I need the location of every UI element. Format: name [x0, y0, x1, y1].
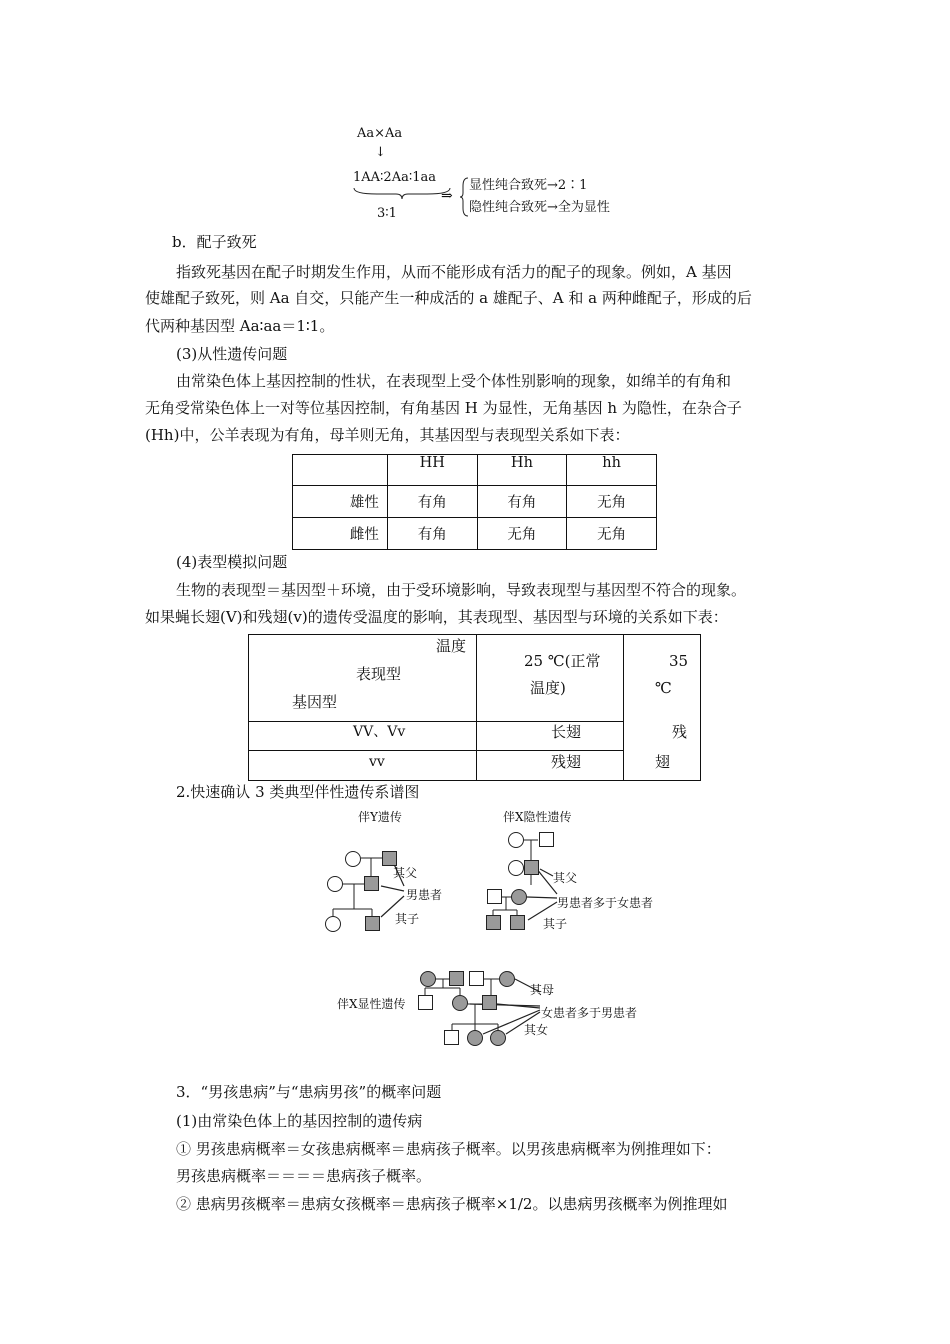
- male-symbol: [418, 995, 433, 1010]
- section-3-line: (Hh)中，公羊表现为有角，母羊则无角，其基因型与表现型关系如下表：: [145, 426, 630, 444]
- table-header-cell: HH: [387, 455, 477, 486]
- section-b-line: 代两种基因型 Aa∶aa＝1∶1。: [145, 317, 335, 335]
- corner-temperature: 温度: [436, 637, 467, 655]
- table-cell: 无角: [567, 486, 657, 518]
- affected-male-symbol: [365, 916, 380, 931]
- scheme-case2: 隐性纯合致死→全为显性: [469, 200, 610, 215]
- merged-35c-a: 残: [672, 723, 688, 741]
- pedigree-y-male-label: 男患者: [406, 888, 443, 902]
- pedigree-xr-title: 伴X隐性遗传: [503, 810, 572, 824]
- row2-phenotype: 残翅: [551, 753, 582, 771]
- pedigree-y-father-label: 其父: [393, 866, 418, 880]
- pedigree-xr-father-label: 其父: [553, 871, 578, 885]
- female-symbol: [508, 832, 524, 848]
- table-cell: 有角: [387, 518, 477, 550]
- section-b-line: 指致死基因在配子时期发生作用，从而不能形成有活力的配子的现象。例如，A 基因: [176, 263, 732, 281]
- pedigree-y-title: 伴Y遗传: [358, 810, 402, 824]
- section-3b-line: ① 男孩患病概率＝女孩患病概率＝患病孩子概率。以男孩患病概率为例推理如下：: [176, 1140, 721, 1158]
- column-25c-note: 温度): [530, 679, 566, 697]
- table-cell: 雌性: [293, 518, 388, 550]
- male-symbol: [469, 971, 484, 986]
- corner-genotype: 基因型: [292, 693, 338, 711]
- table-cell: 有角: [387, 486, 477, 518]
- male-symbol: [539, 832, 554, 847]
- row2-genotype: vv: [369, 754, 385, 770]
- pedigree-xd-title: 伴X显性遗传: [337, 997, 406, 1011]
- section-3b-line: ② 患病男孩概率＝患病女孩概率＝患病孩子概率×1/2。以患病男孩概率为例推理如: [176, 1195, 728, 1213]
- pedigree-xr-note: 男患者多于女患者: [557, 896, 654, 910]
- male-symbol: [487, 889, 502, 904]
- affected-female-symbol: [490, 1030, 506, 1046]
- section-3-line: 由常染色体上基因控制的性状，在表现型上受个体性别影响的现象，如绵羊的有角和: [176, 372, 732, 390]
- scheme-case1: 显性纯合致死→2∶1: [469, 178, 588, 193]
- section-4-line: 如果蝇长翅(V)和残翅(v)的遗传受温度的影响，其表现型、基因型与环境的关系如下表：: [145, 608, 728, 626]
- section-4-line: 生物的表现型＝基因型＋环境，由于受环境影响，导致表现型与基因型不符合的现象。: [176, 581, 747, 599]
- pedigree-xd-mother-label: 其母: [530, 983, 555, 997]
- affected-male-symbol: [486, 915, 501, 930]
- affected-male-symbol: [524, 860, 539, 875]
- affected-female-symbol: [420, 971, 436, 987]
- affected-male-symbol: [449, 971, 464, 986]
- section-3b-title: 3．“男孩患病”与“患病男孩”的概率问题: [176, 1083, 442, 1101]
- female-symbol: [327, 876, 343, 892]
- affected-male-symbol: [510, 915, 525, 930]
- affected-female-symbol: [499, 971, 515, 987]
- column-25c: 25 ℃(正常: [524, 652, 601, 670]
- section-2-title: 2.快速确认 3 类典型伴性遗传系谱图: [176, 783, 420, 801]
- table-cell: 无角: [567, 518, 657, 550]
- table-cell: 雄性: [293, 486, 388, 518]
- pedigree-xd-note: 女患者多于男患者: [541, 1006, 638, 1020]
- male-symbol: [444, 1030, 459, 1045]
- table-header-cell: hh: [567, 455, 657, 486]
- affected-male-symbol: [364, 876, 379, 891]
- table-cell: 有角: [477, 486, 567, 518]
- pedigree-xd-daughter-label: 其女: [524, 1023, 549, 1037]
- table-cell: 无角: [477, 518, 567, 550]
- column-35c-unit: ℃: [655, 679, 672, 697]
- merged-35c-b: 翅: [655, 753, 671, 771]
- section-4-title: (4)表型模拟问题: [176, 553, 288, 571]
- pedigree-y-son-label: 其子: [395, 912, 420, 926]
- section-b-line: 使雄配子致死，则 Aa 自交，只能产生一种成活的 a 雄配子、A 和 a 两种雌配子，形成的后: [145, 289, 752, 307]
- female-symbol: [325, 916, 341, 932]
- corner-phenotype: 表现型: [356, 665, 402, 683]
- female-symbol: [345, 851, 361, 867]
- scheme-cross: Aa×Aa: [357, 126, 403, 141]
- carrier-female-symbol: [511, 889, 527, 905]
- scheme-ratio: 3∶1: [377, 206, 397, 221]
- column-35c: 35: [669, 652, 689, 670]
- table-header-cell: Hh: [477, 455, 567, 486]
- scheme-implies: ⇒: [441, 188, 453, 204]
- pedigree-xr-son-label: 其子: [543, 917, 568, 931]
- affected-female-symbol: [452, 995, 468, 1011]
- row1-phenotype: 长翅: [551, 723, 582, 741]
- section-3-title: (3)从性遗传问题: [176, 345, 288, 363]
- scheme-arrow: ↓: [375, 145, 386, 160]
- section-b-title: b．配子致死: [172, 233, 257, 251]
- section-3b-line: 男孩患病概率＝＝＝＝患病孩子概率。: [176, 1167, 432, 1185]
- section-3-line: 无角受常染色体上一对等位基因控制，有角基因 H 为显性，无角基因 h 为隐性，在杂合子: [145, 399, 742, 417]
- affected-male-symbol: [482, 995, 497, 1010]
- section-3b-subtitle: (1)由常染色体上的基因控制的遗传病: [176, 1112, 423, 1130]
- row1-genotype: VV、Vv: [353, 724, 406, 740]
- female-symbol: [508, 860, 524, 876]
- affected-female-symbol: [467, 1030, 483, 1046]
- scheme-offspring: 1AA∶2Aa∶1aa: [353, 170, 436, 185]
